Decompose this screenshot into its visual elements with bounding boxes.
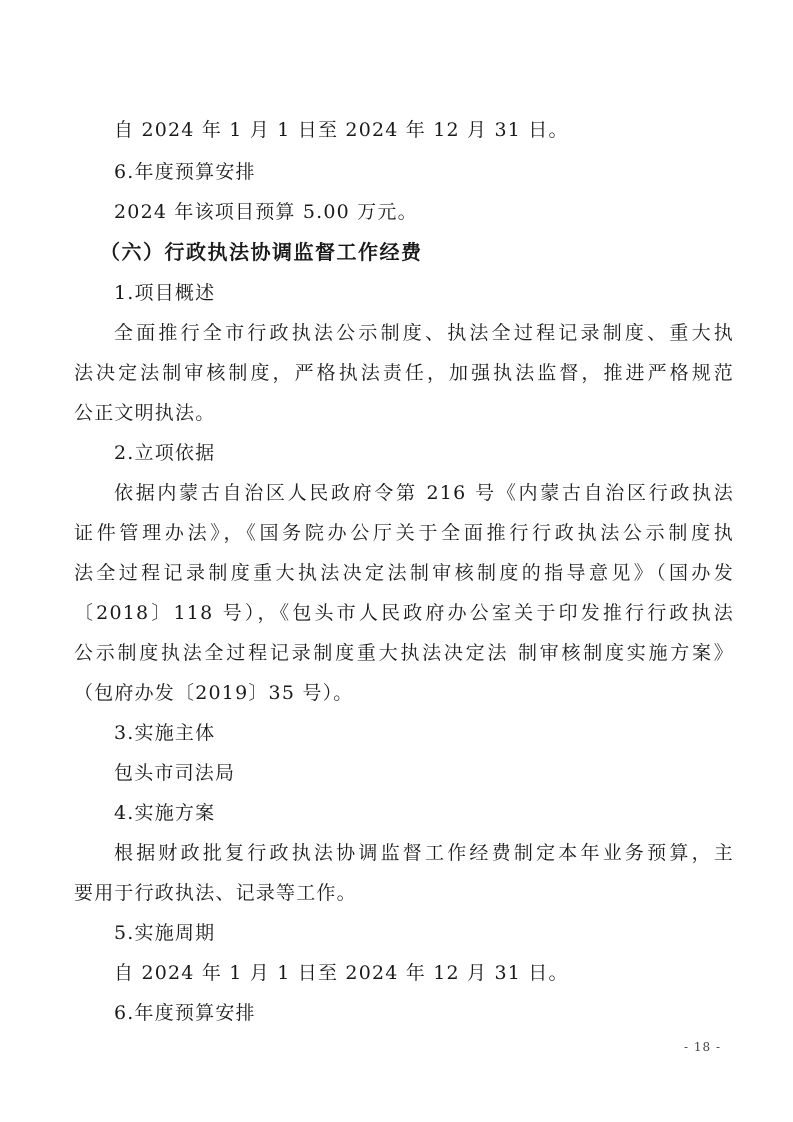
plan-paragraph-line: 要用于行政执法、记录等工作。 [74,882,357,904]
basis-paragraph-line: （包府办发〔2019〕35 号）。 [74,682,354,704]
section-heading-budget: 6.年度预算安排 [114,161,256,183]
section-heading-period: 5.实施周期 [114,922,216,944]
overview-paragraph-line: 公正文明执法。 [74,402,216,424]
project-title: （六）行政执法协调监督工作经费 [100,240,423,264]
period-text: 自 2024 年 1 月 1 日至 2024 年 12 月 31 日。 [114,962,569,984]
basis-paragraph-line: 法全过程记录制度重大执法决定法制审核制度的指导意见》（国办发 [74,562,734,584]
section-heading-plan: 4.实施方案 [114,802,216,824]
basis-paragraph-line: 证件管理办法》，《国务院办公厅关于全面推行行政执法公示制度执 [74,522,734,544]
basis-paragraph-line: 〔2018〕118 号），《包头市人民政府办公室关于印发推行行政执法 [74,602,734,624]
basis-paragraph-line: 依据内蒙古自治区人民政府令第 216 号《内蒙古自治区行政执法 [114,482,734,504]
subject-text: 包头市司法局 [114,762,236,784]
section-heading-subject: 3.实施主体 [114,722,216,744]
overview-paragraph-line: 全面推行全市行政执法公示制度、执法全过程记录制度、重大执 [114,322,734,344]
basis-paragraph-line: 公示制度执法全过程记录制度重大执法决定法 制审核制度实施方案》 [74,642,734,664]
page-number: - 18 - [683,1040,721,1054]
implementation-period-text: 自 2024 年 1 月 1 日至 2024 年 12 月 31 日。 [114,119,569,141]
section-heading-basis: 2.立项依据 [114,442,216,464]
section-heading-annual-budget: 6.年度预算安排 [114,1002,256,1024]
budget-text: 2024 年该项目预算 5.00 万元。 [114,201,418,223]
overview-paragraph-line: 法决定法制审核制度，严格执法责任，加强执法监督，推进严格规范 [74,362,734,384]
plan-paragraph-line: 根据财政批复行政执法协调监督工作经费制定本年业务预算，主 [114,842,734,864]
section-heading-overview: 1.项目概述 [114,282,216,304]
